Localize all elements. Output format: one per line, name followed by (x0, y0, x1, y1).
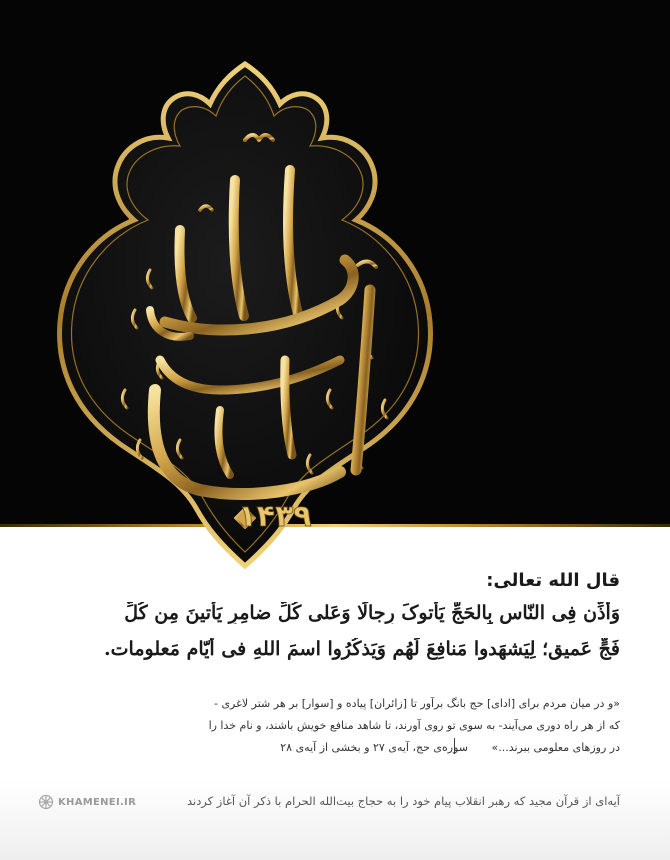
footer (0, 780, 670, 860)
translation-line-2: که از هر راه دوری می‌آیند- به سوی تو روی آورند، تا شاهد منافع خویش باشند، و نام خدا را (208, 719, 620, 732)
calligraphy-emblem (40, 60, 450, 575)
khamenei-logo-icon (38, 794, 54, 810)
translation-line-1: «و در میان مردم برای [ادای] حج بانگ برآور تا [زائران] پیاده و [سوار] بر هر شتر لاغری - (213, 697, 620, 710)
emblem-svg (40, 60, 450, 575)
logo-text: KHAMENEI.IR (58, 796, 137, 808)
source-reference: سوره‌ی حج، آیه‌ی ۲۷ و بخشی از آیه‌ی ۲۸ (280, 741, 468, 754)
verse-line-1: وَأَذِّن فِی النّاسِ بِالحَجِّ یَأتوکَ رِجالًا وَعَلی کُلِّ ضامِرٍ یَأتینَ مِن کُلِّ (124, 602, 620, 624)
year-label: ۱۴۳۹ (238, 499, 312, 534)
verse-line-2: فَجٍّ عَمیقٍ؛ لِیَشهَدوا مَنافِعَ لَهُم وَیَذکُرُوا اسمَ اللهِ فی أَیّامٍ مَعلومات. (104, 638, 620, 660)
footer-caption: آیه‌ای از قرآن مجید که رهبر انقلاب پیام خود را به حجاج بیت‌الله الحرام با ذکر آن آغاز کردند (186, 794, 620, 808)
quote-heading: قال الله تعالی: (486, 570, 620, 591)
translation-line-3: در روزهای معلومی ببرند...» (491, 741, 620, 754)
khamenei-logo[interactable] (38, 794, 136, 810)
